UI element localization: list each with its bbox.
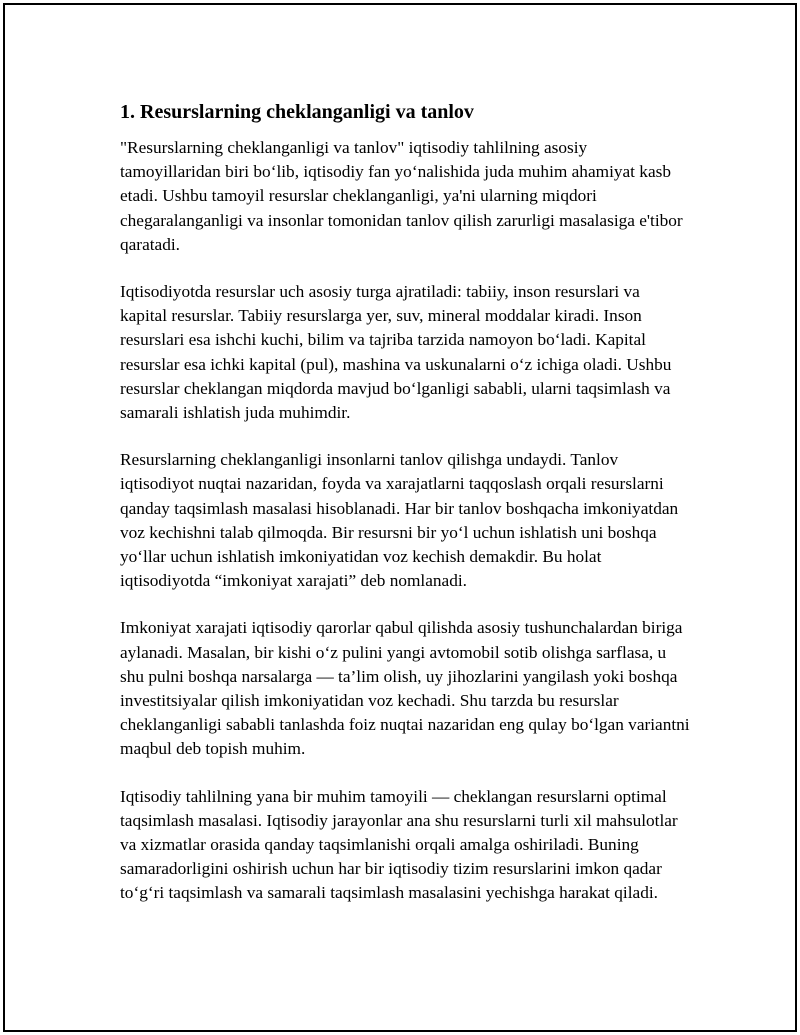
paragraph-choice: Resurslarning cheklanganligi insonlarni tanlov qilishga undaydi. Tanlov iqtisodiyot nuqtai nazaridan, foyda va xarajatlarni taqqoslash orqali resurslarni qanday taqsimlash masalasi hisoblanadi. Har bir tanlov boshqacha imkoniyatdan voz kechishni talab qilmoqda. Bir resursni bir yo‘l uchun ishlatish uni boshqa yo‘llar uchun ishlatish imkoniyatidan voz kechish demakdir. Bu holat iqtisodiyotda “imkoniyat xarajati” deb nomlanadi. <box>120 450 679 591</box>
document-page <box>3 3 797 1032</box>
paragraph-optimal-allocation: Iqtisodiy tahlilning yana bir muhim tamoyili — cheklangan resurslarni optimal taqsimlash masalasi. Iqtisodiy jarayonlar ana shu resurslarni turli xil mahsulotlar va xizmatlar orasida qanday taqsimlanishi orqali amalga oshiriladi. Buning samaradorligini oshirish uchun har bir iqtisodiy tizim resurslarini imkon qadar to‘g‘ri taqsimlash va samarali taqsimlash masalasini yechishga harakat qiladi. <box>120 786 678 903</box>
document-body <box>120 99 690 929</box>
paragraph-resource-types: Iqtisodiyotda resurslar uch asosiy turga ajratiladi: tabiiy, inson resurslari va kapital resurslar. Tabiiy resurslarga yer, suv, mineral moddalar kiradi. Inson resurslari esa ishchi kuchi, bilim va tajriba tarzida namoyon bo‘ladi. Kapital resurslar esa ichki kapital (pul), mashina va uskunalarni o‘z ichiga oladi. Ushbu resurslar cheklangan miqdorda mavjud bo‘lganligi sababli, ularni taqsimlash va samarali ishlatish juda muhimdir. <box>120 282 672 423</box>
section-heading: 1. Resurslarning cheklanganligi va tanlov <box>120 101 474 123</box>
paragraph-opportunity-cost: Imkoniyat xarajati iqtisodiy qarorlar qabul qilishda asosiy tushunchalardan biriga aylanadi. Masalan, bir kishi o‘z pulini yangi avtomobil sotib olishga sarflasa, u shu pulni boshqa narsalarga — ta’lim olish, uy jihozlarini yangilash yoki boshqa investitsiyalar qilish imkoniyatidan voz kechadi. Shu tarzda bu resurslar cheklanganligi sababli tanlashda foiz nuqtai nazaridan eng qulay bo‘lgan variantni maqbul deb topish muhim. <box>120 618 690 759</box>
paragraph-intro: "Resurslarning cheklanganligi va tanlov" iqtisodiy tahlilning asosiy tamoyillaridan biri bo‘lib, iqtisodiy fan yo‘nalishida juda muhim ahamiyat kasb etadi. Ushbu tamoyil resurslar cheklanganligi, ya'ni ularning miqdori chegaralanganligi va insonlar tomonidan tanlov qilish zarurligi masalasiga e'tibor qaratadi. <box>120 138 683 254</box>
